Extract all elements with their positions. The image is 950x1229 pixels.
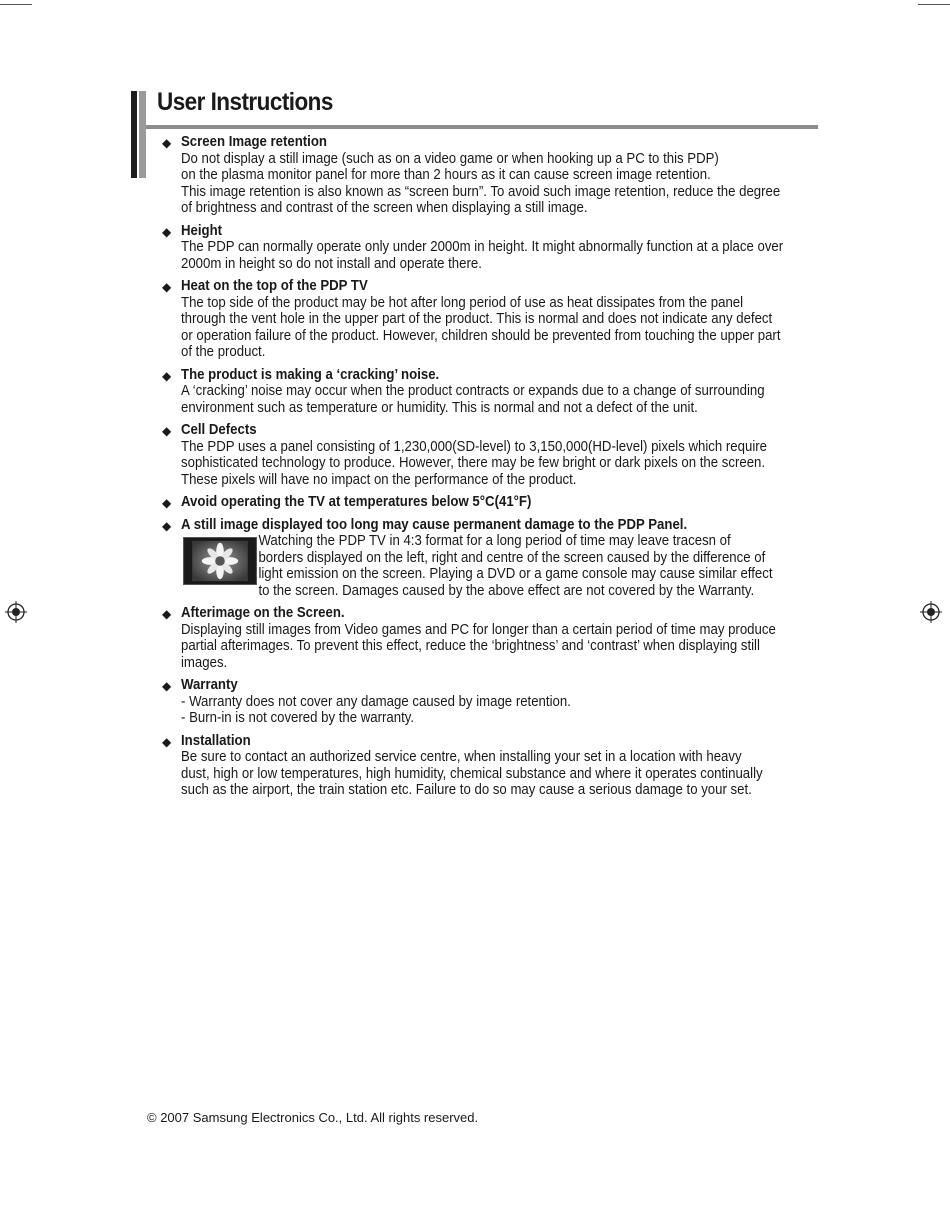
crop-mark-top-left <box>0 4 32 5</box>
body-line: This image retention is also known as “screen burn”. To avoid such image retention, reduce the degree <box>181 182 781 200</box>
section-body <box>181 295 779 361</box>
body-line: images. <box>181 653 228 671</box>
section-body <box>181 151 779 217</box>
section-screen-image-retention <box>160 134 860 217</box>
section-body <box>181 694 779 727</box>
diamond-bullet-icon: ◆ <box>162 734 172 749</box>
section-afterimage <box>160 605 860 671</box>
diamond-bullet-icon: ◆ <box>162 224 172 239</box>
registration-mark-right-icon <box>920 601 942 623</box>
section-heat-top <box>160 278 860 361</box>
image-text-row <box>181 533 860 599</box>
section-cracking-noise <box>160 367 860 417</box>
diamond-bullet-icon: ◆ <box>162 280 172 294</box>
section-installation <box>160 733 860 799</box>
diamond-bullet-icon: ◆ <box>162 424 172 438</box>
body-line: Displaying still images from Video games and PC for longer than a certain period of time may produce <box>181 620 776 638</box>
body-line: The PDP uses a panel consisting of 1,230,000(SD-level) to 3,150,000(HD-level) pixels which require <box>181 437 767 455</box>
body-line: dust, high or low temperatures, high humidity, chemical substance and where it operates continually <box>181 764 763 782</box>
section-body <box>181 238 784 272</box>
body-line: through the vent hole in the upper part of the product. This is normal and does not indicate any defect <box>181 310 773 327</box>
body-line: These pixels will have no impact on the performance of the product. <box>181 470 577 488</box>
section-title: Height <box>181 221 223 239</box>
title-accent-bar <box>131 91 146 178</box>
section-title: Heat on the top of the PDP TV <box>181 277 368 294</box>
section-title: Warranty <box>181 676 238 693</box>
page-title: User Instructions <box>157 88 333 116</box>
body-line: or operation failure of the product. However, children should be prevented from touching the upper part <box>181 326 781 344</box>
section-body <box>181 622 779 672</box>
diamond-bullet-icon: ◆ <box>162 368 172 383</box>
instruction-list <box>160 134 860 805</box>
body-line: partial afterimages. To prevent this effect, reduce the ‘brightness’ and ‘contrast’ when displaying still <box>181 637 760 654</box>
body-line: such as the airport, the train station etc. Failure to do so may cause a serious damage to your set. <box>181 781 752 798</box>
diamond-bullet-icon: ◆ <box>162 136 172 150</box>
section-temperature <box>160 494 860 511</box>
section-title: The product is making a ‘cracking’ noise. <box>181 365 440 383</box>
body-line: of brightness and contrast of the screen when displaying a still image. <box>181 199 588 216</box>
body-line: of the product. <box>181 343 266 360</box>
diamond-bullet-icon: ◆ <box>162 496 172 510</box>
section-title: Avoid operating the TV at temperatures below 5°C(41°F) <box>181 493 532 510</box>
section-warranty <box>160 677 860 727</box>
body-line: - Burn-in is not covered by the warranty. <box>181 709 415 726</box>
body-line: 2000m in height so do not install and operate there. <box>181 254 482 272</box>
title-underline <box>146 125 818 129</box>
body-line: - Warranty does not cover any damage caused by image retention. <box>181 692 571 710</box>
body-line: Do not display a still image (such as on a video game or when hooking up a PC to this PDP) <box>181 149 719 167</box>
section-title: Afterimage on the Screen. <box>181 604 345 621</box>
body-line: on the plasma monitor panel for more than 2 hours as it can cause screen image retention. <box>181 166 711 183</box>
section-body <box>181 383 779 416</box>
copyright-notice: © 2007 Samsung Electronics Co., Ltd. All rights reserved. <box>147 1110 479 1125</box>
section-title: Screen Image retention <box>181 133 327 150</box>
body-line: environment such as temperature or humidity. This is normal and not a defect of the unit. <box>181 398 698 416</box>
body-line: sophisticated technology to produce. However, there may be few bright or dark pixels on the screen. <box>181 454 766 471</box>
body-line: light emission on the screen. Playing a DVD or a game console may cause similar effect <box>258 565 773 582</box>
body-line: borders displayed on the left, right and centre of the screen caused by the difference of <box>258 548 766 566</box>
diamond-bullet-icon: ◆ <box>162 679 172 693</box>
section-still-image-damage <box>160 517 860 600</box>
section-title: Cell Defects <box>181 421 257 438</box>
body-line: The PDP can normally operate only under 2000m in height. It might abnormally function at a place over <box>181 238 784 255</box>
body-line: A ‘cracking’ noise may occur when the product contracts or expands due to a change of surrounding <box>181 382 765 399</box>
body-line: to the screen. Damages caused by the above effect are not covered by the Warranty. <box>258 581 755 599</box>
crop-mark-top-right <box>918 4 950 5</box>
body-line: Be sure to contact an authorized service centre, when installing your set in a location with heavy <box>181 748 742 765</box>
body-line: The top side of the product may be hot after long period of use as heat dissipates from the panel <box>181 293 744 311</box>
body-line: Watching the PDP TV in 4:3 format for a long period of time may leave tracesn of <box>258 532 731 549</box>
registration-mark-left-icon <box>5 601 27 623</box>
section-body <box>181 439 779 489</box>
diamond-bullet-icon: ◆ <box>162 518 172 533</box>
section-body <box>181 533 779 599</box>
section-title: Installation <box>181 731 251 749</box>
section-height <box>160 223 860 273</box>
section-cell-defects <box>160 422 860 488</box>
diamond-bullet-icon: ◆ <box>162 607 172 621</box>
section-body <box>181 749 779 799</box>
section-title: A still image displayed too long may cause permanent damage to the PDP Panel. <box>181 515 688 533</box>
